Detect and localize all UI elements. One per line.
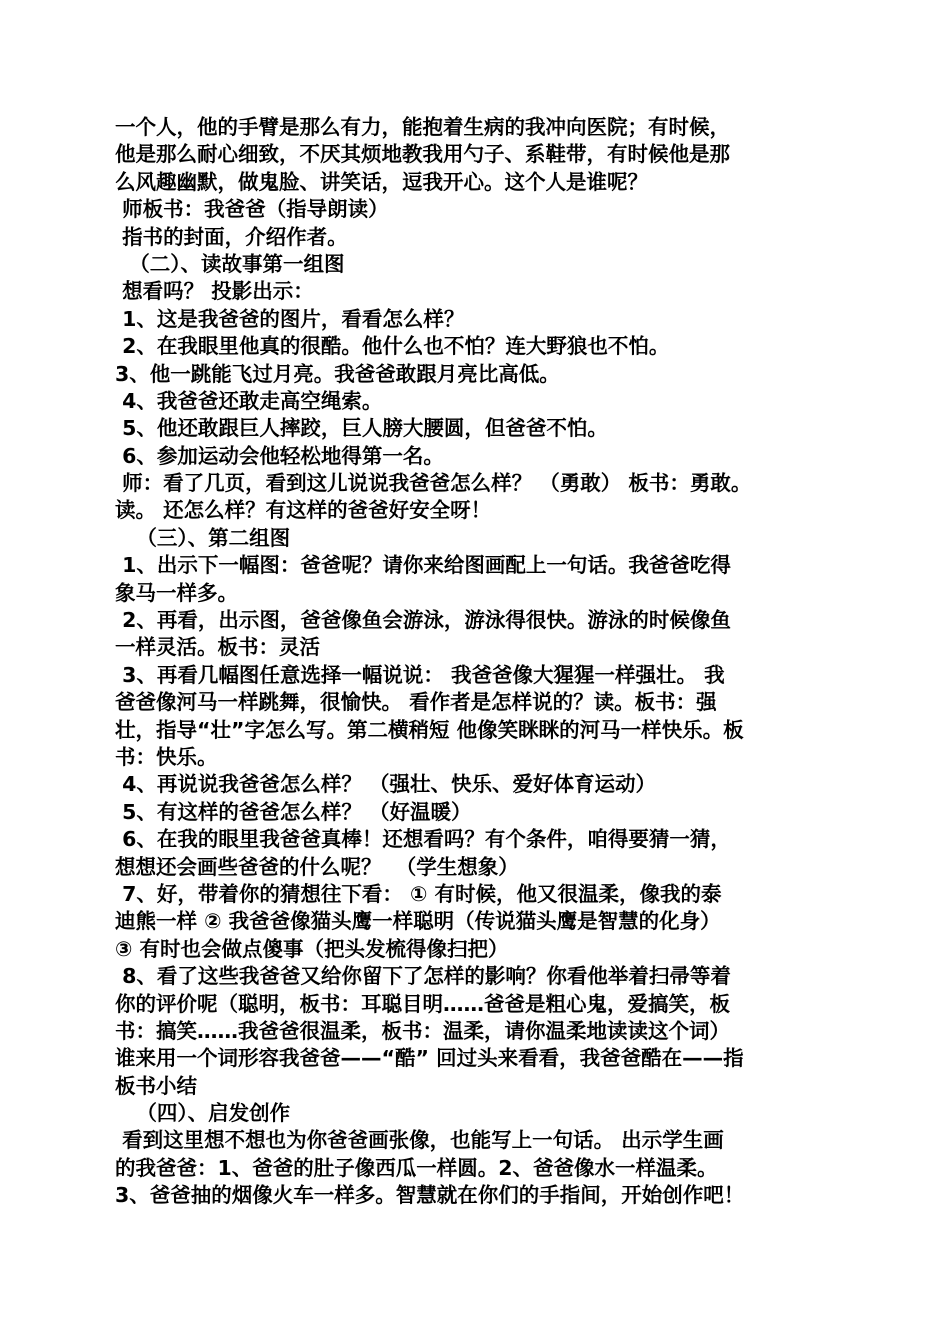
list-item: 2、再看，出示图，爸爸像鱼会游泳，游泳得很快。游泳的时候像鱼 bbox=[115, 608, 731, 633]
list-item: 1、出示下一幅图：爸爸呢？请你来给图画配上一句话。我爸爸吃得 bbox=[115, 553, 731, 578]
list-item: 6、在我的眼里我爸爸真棒！还想看吗？有个条件，咱得要猜一猜， bbox=[115, 827, 731, 852]
text-line: 板书小结 bbox=[115, 1073, 197, 1098]
text-line: 么风趣幽默，做鬼脸、讲笑话，逗我开心。这个人是谁呢？ bbox=[115, 169, 648, 194]
text-line: 一个人，他的手臂是那么有力，能抱着生病的我冲向医院；有时候， bbox=[115, 115, 730, 139]
list-item: 2、在我眼里他真的很酷。他什么也不怕？连大野狼也不怕。 bbox=[115, 334, 670, 359]
text-line: 书：搞笑……我爸爸很温柔，板书：温柔，请你温柔地读读这个词） bbox=[115, 1018, 730, 1043]
list-item: 5、有这样的爸爸怎么样？ （好温暖） bbox=[115, 799, 472, 824]
list-item: 5、他还敢跟巨人摔跤，巨人膀大腰圆，但爸爸不怕。 bbox=[115, 416, 608, 441]
text-line: 师：看了几页，看到这儿说说我爸爸怎么样？ （勇敢） 板书：勇敢。 bbox=[115, 471, 752, 496]
text-line: 迪熊一样 ② 我爸爸像猫头鹰一样聪明（传说猫头鹰是智慧的化身） bbox=[115, 909, 721, 934]
list-item: 7、好，带着你的猜想往下看： ① 有时候，他又很温柔，像我的泰 bbox=[115, 881, 722, 906]
text-line: 书：快乐。 bbox=[115, 744, 218, 769]
list-item: 4、再说说我爸爸怎么样？ （强壮、快乐、爱好体育运动） bbox=[115, 772, 657, 797]
section-heading: （四）、启发创作 bbox=[115, 1101, 291, 1126]
text-line: 一样灵活。板书：灵活 bbox=[115, 635, 320, 660]
list-item: 6、参加运动会他轻松地得第一名。 bbox=[115, 443, 444, 468]
text-line: 爸爸像河马一样跳舞，很愉快。 看作者是怎样说的？读。板书：强 bbox=[115, 690, 717, 715]
text-line: 想想还会画些爸爸的什么呢？ （学生想象） bbox=[115, 854, 519, 879]
text-line: 师板书：我爸爸（指导朗读） bbox=[115, 197, 389, 222]
text-line: 他是那么耐心细致，不厌其烦地教我用勺子、系鞋带，有时候他是那 bbox=[115, 142, 730, 167]
list-item: 3、再看几幅图任意选择一幅说说： 我爸爸像大猩猩一样强壮。 我 bbox=[115, 662, 725, 687]
text-line: 读。 还怎么样？有这样的爸爸好安全呀！ bbox=[115, 498, 492, 523]
text-line: 指书的封面，介绍作者。 bbox=[115, 224, 348, 249]
text-line: 想看吗？ 投影出示： bbox=[115, 279, 314, 304]
list-item: 8、看了这些我爸爸又给你留下了怎样的影响？你看他举着扫帚等着 bbox=[115, 964, 731, 989]
text-line: 象马一样多。 bbox=[115, 580, 238, 605]
text-line: 3、爸爸抽的烟像火车一样多。智慧就在你们的手指间，开始创作吧！ bbox=[115, 1183, 745, 1208]
text-line: 你的评价呢（聪明，板书：耳聪目明……爸爸是粗心鬼，爱搞笑，板 bbox=[115, 991, 730, 1016]
text-line: 的我爸爸：1、爸爸的肚子像西瓜一样圆。2、爸爸像水一样温柔。 bbox=[115, 1155, 718, 1180]
text-line: 谁来用一个词形容我爸爸——“酷” 回过头来看看，我爸爸酷在——指 bbox=[115, 1046, 744, 1071]
text-line: ③ 有时也会做点傻事（把头发梳得像扫把） bbox=[115, 936, 509, 961]
section-heading: （二）、读故事第一组图 bbox=[115, 251, 345, 276]
list-item: 3、他一跳能飞过月亮。我爸爸敢跟月亮比高低。 bbox=[115, 361, 560, 386]
text-line: 壮，指导“壮”字怎么写。第二横稍短 他像笑眯眯的河马一样快乐。板 bbox=[115, 717, 744, 742]
section-heading: （三）、第二组图 bbox=[115, 525, 291, 550]
text-line: 看到这里想不想也为你爸爸画张像，也能写上一句话。 出示学生画 bbox=[115, 1128, 724, 1153]
document-body bbox=[115, 114, 837, 1210]
list-item: 4、我爸爸还敢走高空绳索。 bbox=[115, 388, 383, 413]
list-item: 1、这是我爸爸的图片，看看怎么样？ bbox=[115, 306, 465, 331]
